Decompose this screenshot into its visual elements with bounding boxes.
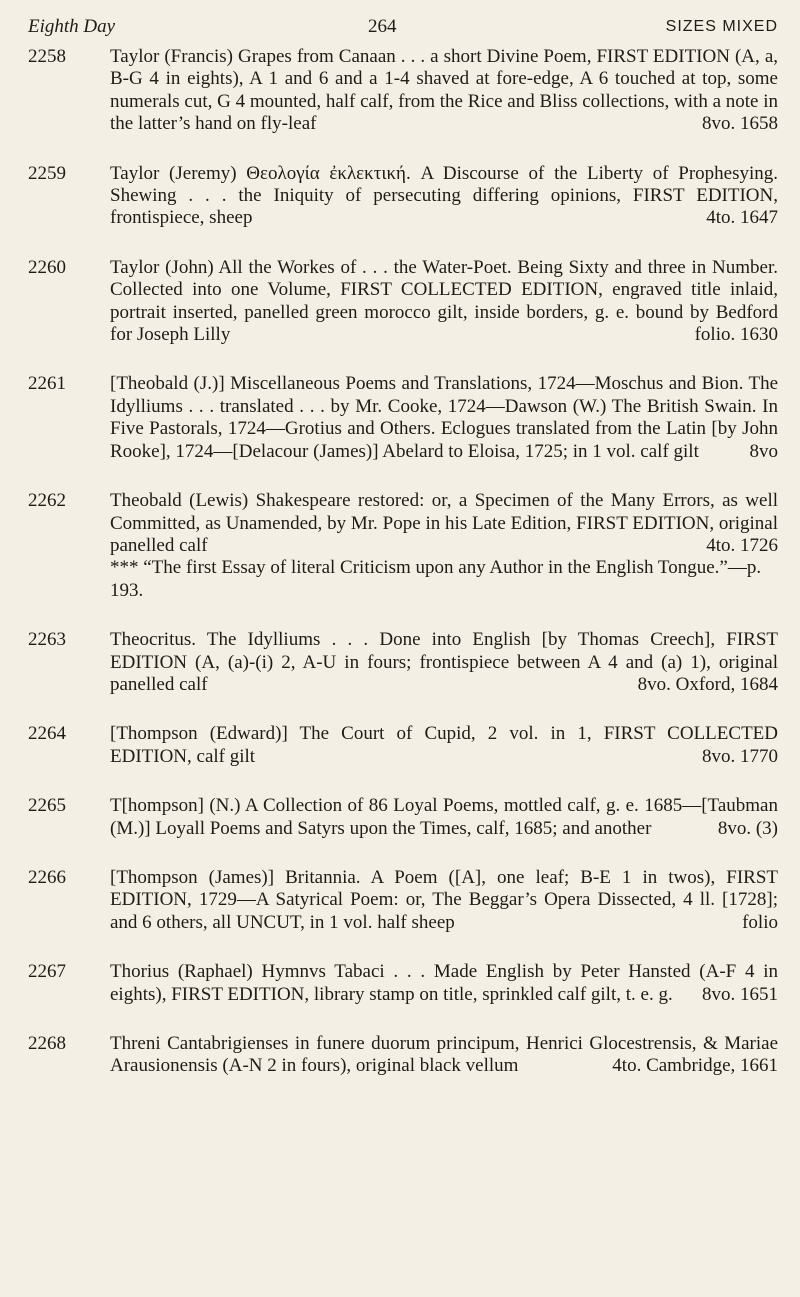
lot-format: 8vo. Oxford, 1684 <box>637 673 778 695</box>
lot-description: [Thompson (Edward)] The Court of Cupid, 2 vol. in 1, FIRST COLLECTED EDITION, calf gilt 8vo. 1770 <box>110 723 778 767</box>
lot-description: Thorius (Raphael) Hymnvs Tabaci . . . Made English by Peter Hansted (A-F 4 in eights), FIRST EDITION, library stamp on title, sprinkled calf gilt, t. e. g. 8vo. 1651 <box>110 961 778 1005</box>
lot-entry <box>28 795 778 840</box>
lot-note: *** “The first Essay of literal Criticism upon any Author in the English Tongue.”—p. 193. <box>110 557 762 601</box>
lot-number: 2262 <box>28 490 66 512</box>
lot-format: 4to. Cambridge, 1661 <box>612 1055 778 1077</box>
lot-format: 8vo <box>749 440 778 462</box>
lot-description: [Theobald (J.)] Miscellaneous Poems and Translations, 1724—Moschus and Bion. The Idylliums . . . translated . . . by Mr. Cooke, 1724—Dawson (W.) The British Swain. In Five Pastorals, 1724—Grotius and Others. Eclogues translated from the Latin [by John Rooke], 1724—[Delacour (James)] Abelard to Eloisa, 1725; in 1 vol. calf gilt 8vo <box>110 373 778 462</box>
page-number: 264 <box>368 16 397 37</box>
lot-description: Threni Cantabrigienses in funere duorum principum, Henrici Glocestrensis, & Mariae Arausionensis (A-N 2 in fours), original black vellum 4to. Cambridge, 1661 <box>110 1033 778 1077</box>
lot-description: Taylor (John) All the Workes of . . . the Water-Poet. Being Sixty and three in Number. Collected into one Volume, FIRST COLLECTED EDITION, engraved title inlaid, portrait inserted, panelled green morocco gilt, inside borders, g. e. bound by Bedford for Joseph Lilly folio. 1630 <box>110 256 778 346</box>
lot-entry <box>28 46 778 136</box>
lot-format: 4to. 1726 <box>706 534 778 556</box>
lot-number: 2260 <box>28 256 66 278</box>
day-heading: Eighth Day <box>28 16 116 37</box>
lot-format: 8vo. 1658 <box>702 113 778 135</box>
lot-entry <box>28 629 778 696</box>
lot-entry <box>28 257 778 347</box>
lot-number: 2268 <box>28 1033 66 1054</box>
lot-number: 2261 <box>28 373 66 395</box>
lot-entry <box>28 723 778 768</box>
lot-format: 4to. 1647 <box>706 207 778 229</box>
lot-format: folio. 1630 <box>694 324 778 346</box>
section-heading: SIZES MIXED <box>665 18 778 35</box>
running-head <box>28 14 778 44</box>
lot-description: T[hompson] (N.) A Collection of 86 Loyal Poems, mottled calf, g. e. 1685—[Taubman (M.)] Loyall Poems and Satyrs upon the Times, calf, 1685; and another 8vo. (3) <box>110 795 778 839</box>
lot-list <box>28 46 778 1078</box>
lot-number: 2264 <box>28 723 66 745</box>
lot-format: folio <box>742 911 778 933</box>
lot-entry <box>28 1033 778 1078</box>
lot-number: 2258 <box>28 46 66 67</box>
lot-number: 2263 <box>28 629 66 651</box>
lot-number: 2259 <box>28 162 66 184</box>
lot-entry <box>28 867 778 934</box>
lot-entry <box>28 961 778 1006</box>
lot-description: Theobald (Lewis) Shakespeare restored: or, a Specimen of the Many Errors, as well Committed, as Unamended, by Mr. Pope in his Late Edition, FIRST EDITION, original panelled calf 4to. 1726 <box>110 490 778 556</box>
lot-description: Taylor (Jeremy) Θεολογία ἐκλεκτική. A Discourse of the Liberty of Prophesying. Shewing . . . the Iniquity of persecuting differing opinions, FIRST EDITION, frontispiece, sheep 4to. 1647 <box>110 162 778 229</box>
lot-number: 2266 <box>28 866 66 888</box>
lot-entry <box>28 373 778 463</box>
lot-format: 8vo. 1651 <box>702 983 778 1005</box>
lot-description: Taylor (Francis) Grapes from Canaan . . . a short Divine Poem, FIRST EDITION (A, a, B-G 4 in eights), A 1 and 6 and a 1-4 shaved at fore-edge, A 6 touched at top, some numerals cut, G 4 mounted, half calf, from the Rice and Bliss collections, with a note in the latter’s hand on fly-leaf 8vo. 1658 <box>110 46 779 135</box>
lot-description: Theocritus. The Idylliums . . . Done into English [by Thomas Creech], FIRST EDITION (A, (a)-(i) 2, A-U in fours; frontispiece between A 4 and (a) 1), original panelled calf 8vo. Oxford, 1684 <box>110 629 778 695</box>
lot-entry <box>28 490 778 602</box>
lot-format: 8vo. 1770 <box>702 745 778 767</box>
lot-number: 2267 <box>28 961 66 983</box>
lot-description: [Thompson (James)] Britannia. A Poem ([A], one leaf; B-E 1 in twos), FIRST EDITION, 1729—A Satyrical Poem: or, The Beggar’s Opera Dissected, 4 ll. [1728]; and 6 others, all UNCUT, in 1 vol. half sheep folio <box>110 866 778 933</box>
lot-format: 8vo. (3) <box>717 817 778 839</box>
lot-entry <box>28 163 778 230</box>
lot-number: 2265 <box>28 795 66 817</box>
